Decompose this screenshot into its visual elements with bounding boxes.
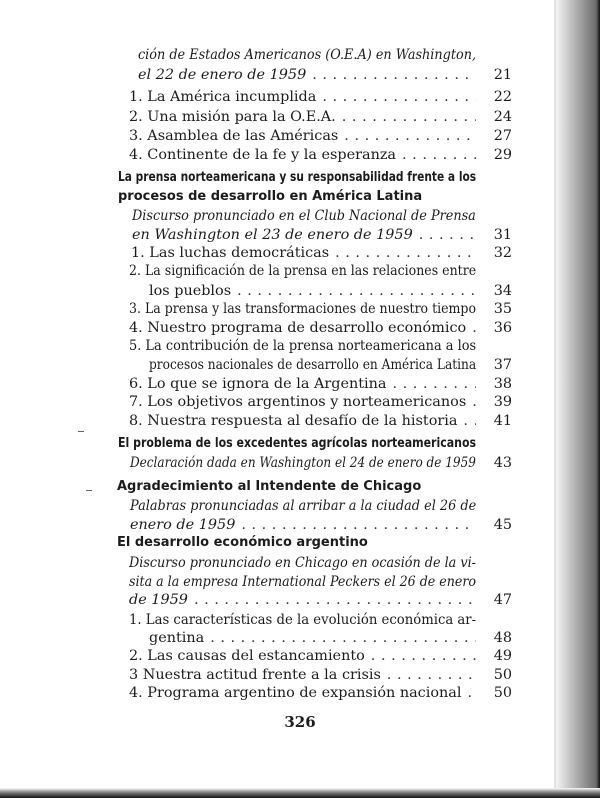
toc-page-number: 32 bbox=[493, 245, 512, 261]
toc-entry-text: 3 Nuestra actitud frente a la crisis bbox=[129, 667, 381, 683]
leader-dots bbox=[463, 410, 476, 432]
toc-entry bbox=[0, 64, 600, 86]
leader-dots bbox=[402, 144, 476, 166]
toc-page-number: 45 bbox=[493, 517, 512, 533]
toc-page-number: 50 bbox=[493, 667, 512, 683]
toc-entry-text: 2. Una misión para la O.E.A. bbox=[129, 109, 336, 125]
toc-entry-text: 2. La significación de la prensa en las relaciones entre bbox=[129, 263, 477, 279]
toc-entry-text: 4. Continente de la fe y la esperanza bbox=[129, 147, 397, 163]
toc-entry-text: 1. Las luchas democráticas bbox=[131, 245, 330, 261]
toc-entry-text: Palabras pronunciadas al arribar a la ciudad el 26 de bbox=[130, 498, 477, 514]
toc-entry bbox=[0, 532, 600, 554]
toc-page-number: 41 bbox=[493, 413, 512, 429]
toc-entry-text: 8. Nuestra respuesta al desafío de la historia bbox=[129, 413, 458, 429]
toc-heading: La prensa norteamericana y su responsabilidad frente a los bbox=[118, 170, 477, 185]
toc-entry-text: Discurso pronunciado en el Club Nacional de Prensa bbox=[132, 208, 476, 224]
toc-page-number: 21 bbox=[493, 67, 512, 83]
page-bottom-edge bbox=[0, 788, 600, 798]
toc-entry-text: 7. Los objetivos argentinos y norteamericanos bbox=[129, 394, 467, 410]
toc-heading: procesos de desarrollo en América Latina bbox=[118, 189, 423, 204]
toc-entry-text: 6. Lo que se ignora de la Argentina bbox=[129, 376, 387, 392]
leader-dots bbox=[194, 589, 476, 611]
toc-entry bbox=[0, 44, 600, 66]
toc-page-number: 38 bbox=[493, 376, 512, 392]
toc-page-number: 34 bbox=[493, 283, 512, 299]
toc-entry-text: enero de 1959 bbox=[130, 517, 236, 533]
toc-entry-text: 3. La prensa y las transformaciones de nuestro tiempo bbox=[129, 301, 477, 317]
toc-page-number: 31 bbox=[493, 227, 512, 243]
toc-entry-text: Declaración dada en Washington el 24 de enero de 1959 bbox=[130, 455, 476, 471]
toc-page-number: 35 bbox=[493, 301, 512, 317]
toc-heading: El problema de los excedentes agrícolas norteamericanos bbox=[118, 436, 477, 451]
toc-entry-text: 5. La contribución de la prensa norteamericana a los bbox=[129, 338, 477, 354]
toc-entry-text: ción de Estados Americanos (O.E.A) en Washington, bbox=[138, 47, 477, 63]
toc-heading: Agradecimiento al Intendente de Chicago bbox=[117, 479, 422, 494]
leader-dots bbox=[467, 682, 476, 704]
toc-page-number: 49 bbox=[493, 648, 512, 664]
toc-entry-text: de 1959 bbox=[129, 592, 188, 608]
toc-entry-text: 4. Programa argentino de expansión nacional bbox=[129, 685, 462, 701]
toc-page-number: 47 bbox=[493, 592, 512, 608]
toc-entry bbox=[0, 86, 600, 108]
toc-page-number: 24 bbox=[493, 109, 512, 125]
toc-page-number: 48 bbox=[493, 630, 512, 646]
toc-entry-text: 1. Las características de la evolución económica ar- bbox=[129, 612, 477, 628]
page-number: 326 bbox=[284, 713, 316, 731]
toc-entry-text: el 22 de enero de 1959 bbox=[138, 67, 307, 83]
toc-entry-text: gentina bbox=[149, 630, 205, 646]
toc-entry-text: 1. La América incumplida bbox=[129, 89, 317, 105]
toc-entry bbox=[0, 260, 600, 282]
toc-entry bbox=[0, 452, 600, 474]
toc-entry bbox=[0, 410, 600, 432]
leader-dots bbox=[312, 64, 476, 86]
toc-entry bbox=[0, 682, 600, 704]
toc-entry bbox=[0, 589, 600, 611]
toc-page-number: 37 bbox=[493, 357, 512, 373]
toc-page-number: 27 bbox=[493, 128, 512, 144]
toc-heading: El desarrollo económico argentino bbox=[117, 535, 368, 550]
toc-page-number: 36 bbox=[493, 320, 512, 336]
toc-entry-text: en Washington el 23 de enero de 1959 bbox=[132, 227, 413, 243]
toc-entry-text: procesos nacionales de desarrollo en América Latina bbox=[149, 357, 477, 373]
toc-entry-text: 4. Nuestro programa de desarrollo económico bbox=[129, 320, 467, 336]
toc-page-number: 43 bbox=[493, 455, 512, 471]
toc-entry-text: Discurso pronunciado en Chicago en ocasión de la vi- bbox=[129, 555, 476, 571]
toc-entry-text: sita a la empresa International Peckers el 26 de enero bbox=[129, 574, 476, 590]
toc-entry-text: 2. Las causas del estancamiento bbox=[129, 648, 365, 664]
leader-dots bbox=[322, 86, 476, 108]
toc-entry-text: 3. Asamblea de las Américas bbox=[129, 128, 339, 144]
toc-page-number: 29 bbox=[493, 147, 512, 163]
toc-page-number: 22 bbox=[493, 89, 512, 105]
toc-page-number: 39 bbox=[493, 394, 512, 410]
toc-entry-text: los pueblos bbox=[149, 283, 232, 299]
toc-page-number: 50 bbox=[493, 685, 512, 701]
toc-entry bbox=[0, 144, 600, 166]
